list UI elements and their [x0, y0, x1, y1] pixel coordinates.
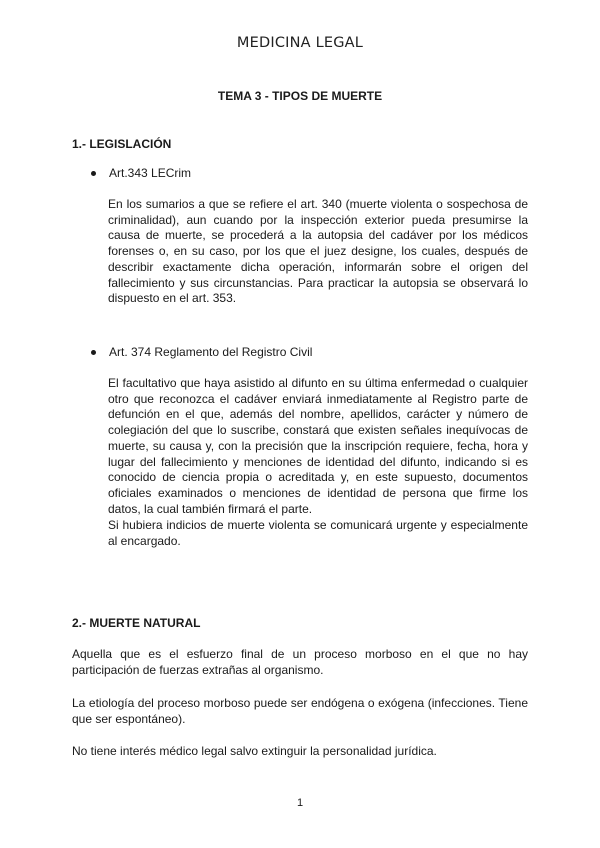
- bullet-item-registro-civil: [91, 345, 312, 359]
- paragraph-etiologia: La etiología del proceso morboso puede ser endógena o exógena (infecciones. Tiene que ser espontáneo).: [72, 696, 528, 726]
- section-heading-legislacion: 1.- LEGISLACIÓN: [72, 137, 172, 151]
- header-title: MEDICINA LEGAL: [236, 35, 364, 51]
- document-title: TEMA 3 - TIPOS DE MUERTE: [217, 89, 383, 103]
- bullet-dot-icon: [91, 350, 96, 355]
- bullet-label: Art.343 LECrim: [109, 166, 192, 180]
- paragraph-registro-civil: El facultativo que haya asistido al difunto en su última enfermedad o cualquier otro que reconozca el cadáver enviará inmediatamente al Registro parte de defunción en el que, además del nombre, apellidos, carácter y número de colegiación del que lo suscribe, constará que existen señales inequívocas de muerte, su causa y, con la precisión que la inscripción requiere, fecha, hora y lugar del fallecimiento y menciones de identidad del difunto, indicando si es conocido de ciencia propia o acreditada y, en este supuesto, documentos oficiales examinados o menciones de identidad de persona que firme los datos, la cual también firmará el parte.: [108, 376, 528, 516]
- paragraph-lecrim: En los sumarios a que se refiere el art. 340 (muerte violenta o sospechosa de criminalidad), aun cuando por la inspección exterior pueda presumirse la causa de muerte, se procederá a la autopsia del cadáver por los médicos forenses o, en su caso, por los que el juez designe, los cuales, después de describir exactamente dicha operación, informarán sobre el origen del fallecimiento y sus circunstancias. Para practicar la autopsia se observará lo dispuesto en el art. 353.: [108, 197, 528, 306]
- paragraph-muerte-violenta: Si hubiera indicios de muerte violenta se comunicará urgente y especialmente al encargado.: [108, 518, 528, 548]
- bullet-label: Art. 374 Reglamento del Registro Civil: [109, 345, 313, 359]
- paragraph-interes: No tiene interés médico legal salvo extinguir la personalidad jurídica.: [72, 744, 437, 758]
- bullet-item-lecrim: [91, 166, 191, 180]
- page-number: 1: [296, 797, 304, 809]
- bullet-dot-icon: [91, 171, 96, 176]
- paragraph-definicion: Aquella que es el esfuerzo final de un proceso morboso en el que no hay participación de fuerzas extrañas al organismo.: [72, 647, 528, 677]
- section-heading-muerte-natural: 2.- MUERTE NATURAL: [72, 616, 201, 630]
